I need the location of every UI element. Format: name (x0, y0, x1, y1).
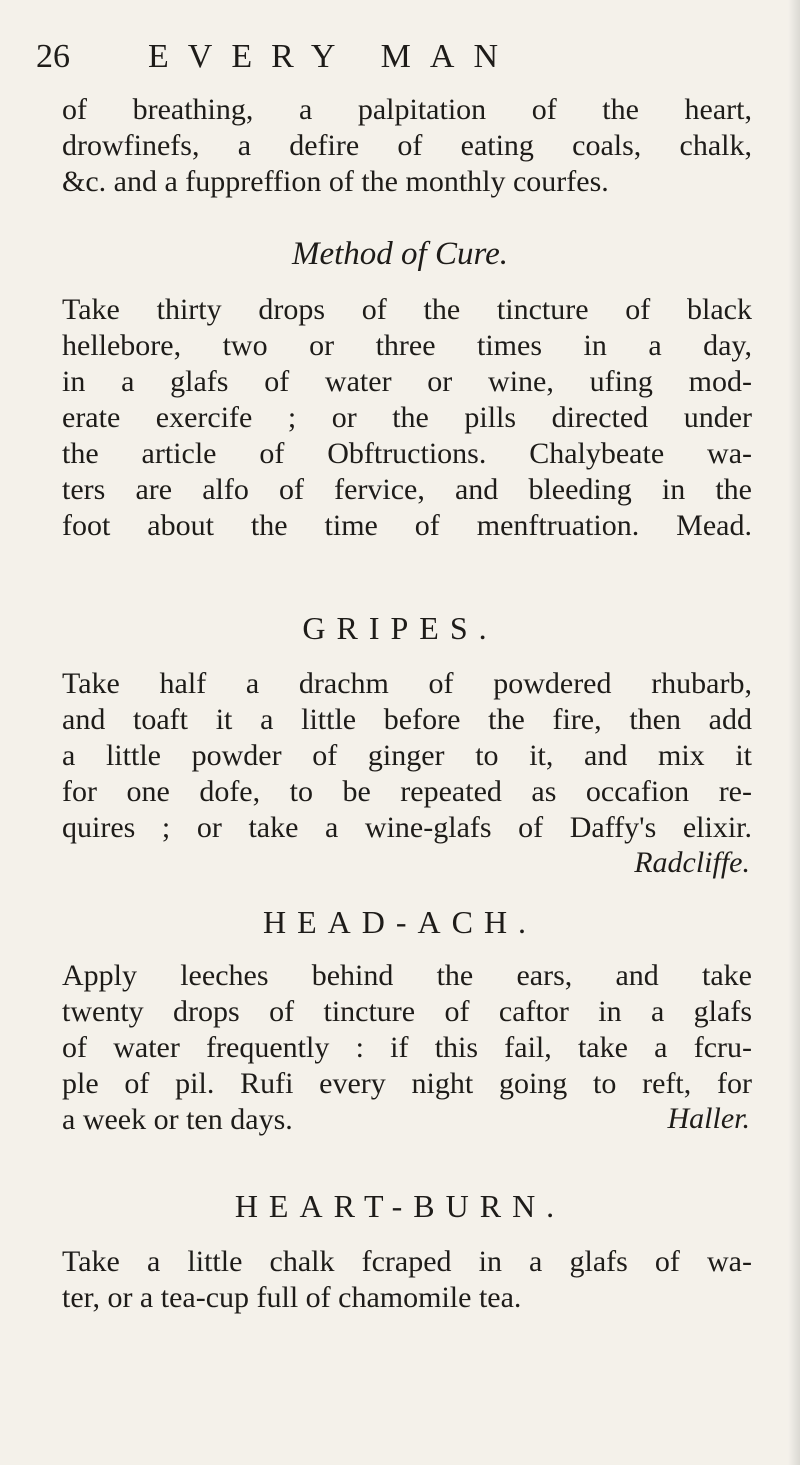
text-line: ple of pil. Rufi every night going to reft, for (62, 1067, 752, 1100)
section-heading-method-of-cure: Method of Cure. (292, 236, 508, 272)
text-line: twenty drops of tincture of caftor in a glafs (62, 995, 752, 1028)
page-edge-shadow (788, 0, 800, 1465)
text-line: the article of Obftructions. Chalybeate wa- (62, 437, 752, 470)
attribution-haller: Haller. (667, 1102, 750, 1135)
text-line: of water frequently : if this fail, take a fcru- (62, 1031, 752, 1064)
section-heading-gripes: GRIPES. (302, 610, 498, 646)
text-line: erate exercife ; or the pills directed under (62, 401, 752, 434)
head-ach-paragraph (62, 958, 752, 1138)
text-line: a little powder of ginger to it, and mix it (62, 739, 752, 772)
section-heading-head-ach: HEAD-ACH. (262, 904, 538, 940)
heart-burn-paragraph (62, 1244, 752, 1316)
text-line: ter, or a tea-cup full of chamomile tea. (62, 1281, 522, 1314)
text-line: and toaft it a little before the fire, then add (62, 703, 752, 736)
text-line: Take a little chalk fcraped in a glafs of wa- (62, 1245, 752, 1278)
method-paragraph (62, 292, 752, 544)
text-line: drowfinefs, a defire of eating coals, chalk, (62, 129, 752, 162)
text-line: ters are alfo of fervice, and bleeding in the (62, 473, 752, 506)
attribution-radcliffe: Radcliffe. (634, 846, 750, 879)
text-line: foot about the time of menftruation. Mead. (62, 509, 752, 542)
text-line: quires ; or take a wine-glafs of Daffy's elixir. (62, 811, 752, 844)
text-line: Take thirty drops of the tincture of black (62, 293, 752, 326)
section-heading-heart-burn: HEART-BURN. (234, 1188, 566, 1224)
text-line: Apply leeches behind the ears, and take (62, 959, 752, 992)
running-title: EVERY MAN (148, 38, 518, 75)
text-line: for one dofe, to be repeated as occafion re- (62, 775, 752, 808)
gripes-paragraph (62, 666, 752, 846)
page-number: 26 (36, 38, 70, 75)
text-line: hellebore, two or three times in a day, (62, 329, 752, 362)
text-line: Take half a drachm of powdered rhubarb, (62, 667, 752, 700)
page-header (36, 38, 764, 88)
opening-paragraph (62, 92, 752, 200)
text-line: a week or ten days. (62, 1103, 293, 1136)
text-line: of breathing, a palpitation of the heart, (62, 93, 752, 126)
text-line: in a glafs of water or wine, ufing mod- (62, 365, 752, 398)
text-line: &c. and a fuppreffion of the monthly courfes. (62, 165, 609, 198)
